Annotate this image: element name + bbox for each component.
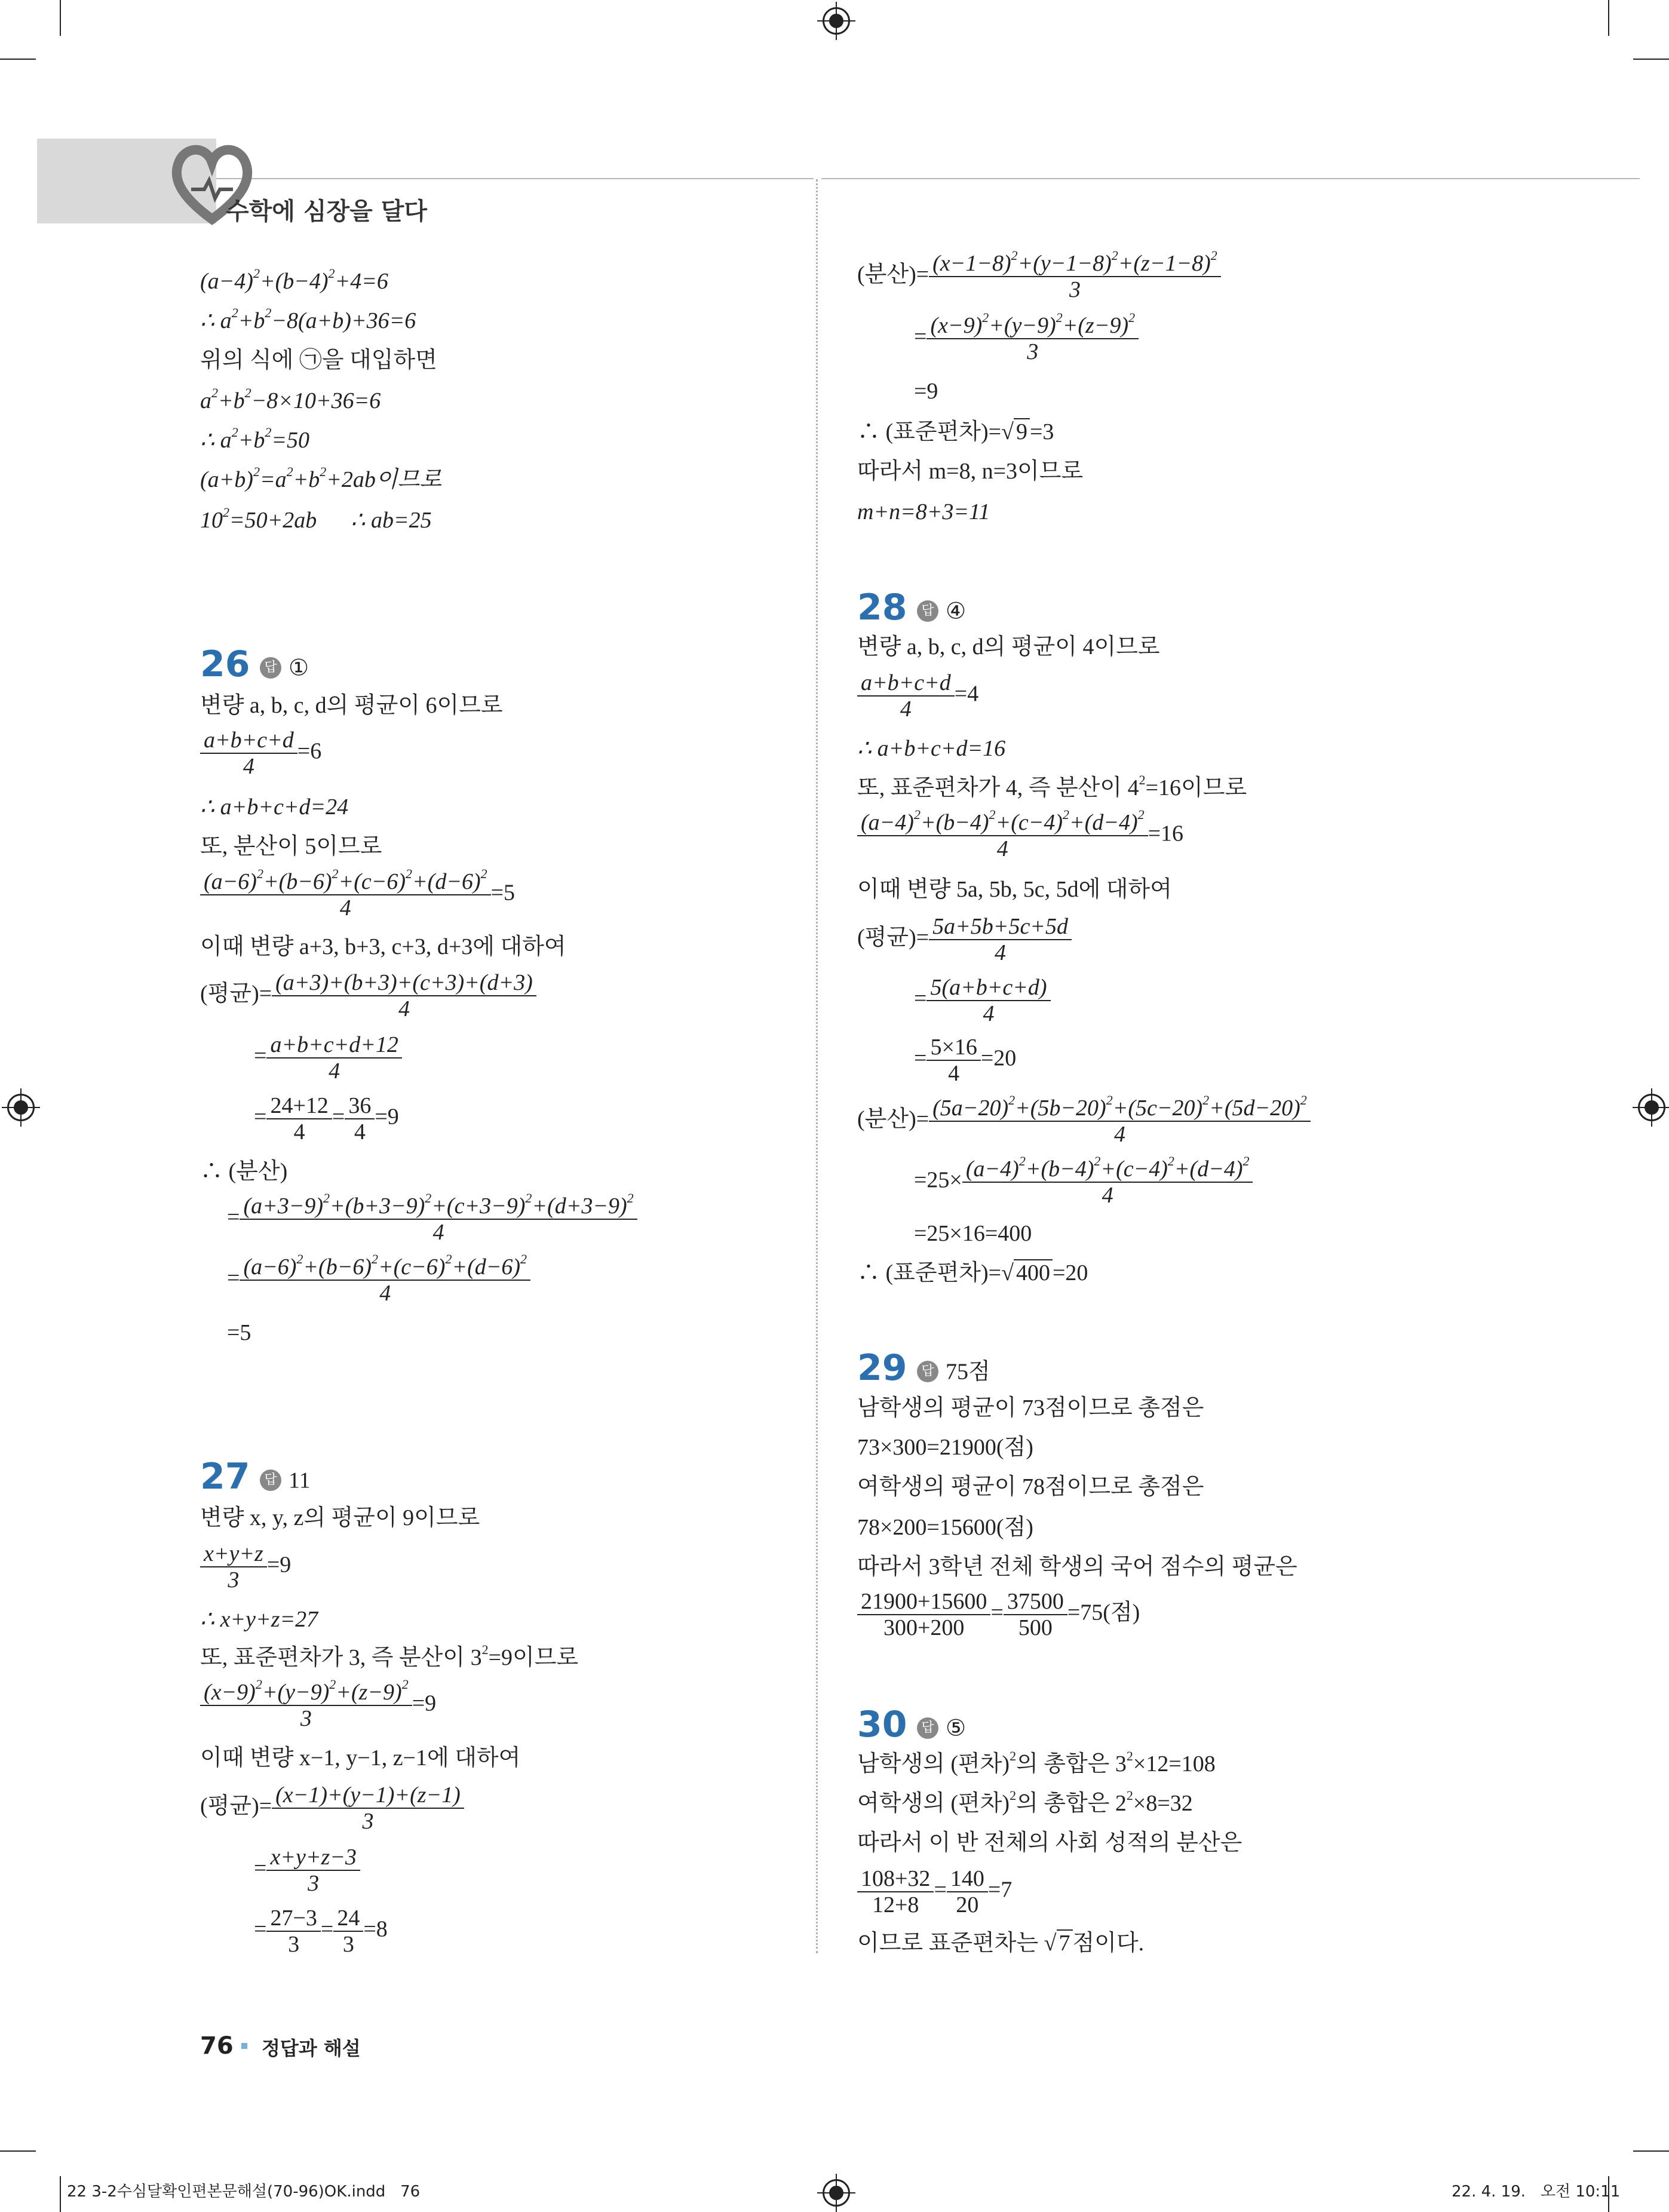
equation: =25× $\frac{(a-4)^2+(b-4)^2+(c-4)^2+(d-4)^2}{4}$ [914,1156,1253,1208]
fraction: $\frac{5\times 16}{4}$ [926,1035,980,1086]
solution-line: ∴ (표준편차)=√ 9 =3 [857,419,1054,444]
intro-line: ∴ $a^2+b^2=50$ [200,425,309,453]
intro-line: $(a-4)^2+(b-4)^2+4=6$ [200,266,388,294]
equation: $\frac{21900+15600}{300+200}$ = $\frac{37500}{500}$ =75(점) [857,1589,1140,1640]
equation: (분산)= $\frac{(5a-20)^2+(5b-20)^2+(5c-20)^2+(5d-20)^2}{4}$ [857,1096,1311,1147]
equation: $\frac{x+y+z}{3}$ =9 [200,1541,291,1593]
question-number: 26 [200,643,250,685]
header-rule [821,178,1640,179]
solution-line: 이므로 표준편차는 √ 7 점이다. [857,1931,1145,1956]
registration-mark-icon [7,1094,35,1121]
registration-mark-icon [1638,1094,1665,1121]
fraction: $\frac{a+b+c+d}{4}$ [200,728,297,779]
solution-line: 73×300=21900(점) [857,1435,1033,1460]
solution-line: 남학생의 평균이 73점이므로 총점은 [857,1395,1204,1421]
answer-text: ⑤ [946,1716,967,1741]
solution-line: m+n=8+3=11 [857,499,990,524]
intro-line: $10^2=50+2ab$ ∴ ab=25 [200,505,432,533]
solution-line: 또, 표준편차가 4, 즉 분산이 $4^2=16$이므로 [857,772,1247,800]
equation: = $\frac{5\times 16}{4}$ =20 [914,1035,1017,1086]
equation: = $\frac{5(a+b+c+d)}{4}$ [914,975,1051,1026]
fraction: $\frac{(a-6)^2+(b-6)^2+(c-6)^2+(d-6)^2}{4}$ [200,869,491,921]
solution-line: 변량 a, b, c, d의 평균이 6이므로 [200,693,503,718]
equation: = $\frac{24+12}{4}$ = $\frac{36}{4}$ =9 [254,1093,399,1145]
answer-text: ① [289,655,309,681]
equation: (평균)= $\frac{5a+5b+5c+5d}{4}$ [857,914,1072,965]
equation: = $\frac{(a-6)^2+(b-6)^2+(c-6)^2+(d-6)^2}{4}$ [227,1254,530,1306]
equation: = $\frac{a+b+c+d+12}{4}$ [254,1032,402,1084]
solution-line: 이때 변량 5a, 5b, 5c, 5d에 대하여 [857,877,1172,902]
fraction: $\frac{36}{4}$ [345,1093,375,1145]
fraction: $\frac{(a-6)^2+(b-6)^2+(c-6)^2+(d-6)^2}{4}$ [240,1254,530,1306]
fraction: $\frac{5a+5b+5c+5d}{4}$ [929,914,1072,965]
equation: $\frac{(a-4)^2+(b-4)^2+(c-4)^2+(d-4)^2}{4}$ =16 [857,810,1183,861]
solution-line: ∴ (표준편차)=√ 400 =20 [857,1260,1088,1286]
crop-mark [0,2150,36,2152]
intro-line: ∴ $a^2+b^2-8(a+b)+36=6$ [200,305,416,333]
solution-line: 또, 표준편차가 3, 즉 분산이 $3^2=9$이므로 [200,1642,579,1670]
fraction: $\frac{5(a+b+c+d)}{4}$ [926,975,1050,1026]
crop-mark [0,59,36,60]
intro-line: $a^2+b^2-8\times 10+36=6$ [200,385,381,413]
fraction: $\frac{21900+15600}{300+200}$ [857,1589,990,1640]
solution-line: 변량 x, y, z의 평균이 9이므로 [200,1505,480,1530]
crop-mark [1608,0,1609,36]
solution-line: 따라서 3학년 전체 학생의 국어 점수의 평균은 [857,1554,1297,1579]
fraction: $\frac{a+b+c+d}{4}$ [857,670,955,722]
fraction: $\frac{a+b+c+d+12}{4}$ [266,1032,401,1084]
question-number: 30 [857,1704,907,1745]
fraction: $\frac{(5a-20)^2+(5b-20)^2+(5c-20)^2+(5d-20)^2}{4}$ [929,1096,1311,1147]
header-rule [216,178,814,179]
fraction: $\frac{x+y+z}{3}$ [200,1541,267,1593]
solution-line: 78×200=15600(점) [857,1515,1033,1540]
solution-line: 또, 분산이 5이므로 [200,834,382,859]
registration-mark-icon [823,7,850,35]
solution-line: 여학생의 평균이 78점이므로 총점은 [857,1474,1204,1499]
fraction: $\frac{37500}{500}$ [1004,1589,1067,1640]
answer-text: 75점 [946,1359,990,1385]
crop-mark [60,0,61,36]
crop-mark [1633,2150,1669,2152]
fraction: $\frac{(x-1-8)^2+(y-1-8)^2+(z-1-8)^2}{3}$ [929,251,1221,302]
answer-line [248,652,309,682]
fraction: $\frac{(a-4)^2+(b-4)^2+(c-4)^2+(d-4)^2}{4}$ [962,1156,1253,1208]
equation: = $\frac{27-3}{3}$ = $\frac{24}{3}$ =8 [254,1906,388,1957]
equation: $\frac{a+b+c+d}{4}$ =6 [200,728,321,779]
solution-line: =5 [227,1320,251,1345]
answer-text: ④ [946,599,967,624]
timestamp: 22. 4. 19. 오전 10:11 [1452,2183,1621,2201]
solution-line: 여학생의 (편차)$^2$의 총합은 $2^2\times 8=32$ [857,1788,1193,1816]
equation: $\frac{108+32}{12+8}$ = $\frac{140}{20}$ =7 [857,1866,1012,1918]
intro-line: $(a+b)^2=a^2+b^2+2ab$이므로 [200,464,442,492]
answer-text: 11 [289,1468,311,1493]
equation: (평균)= $\frac{(a+3)+(b+3)+(c+3)+(d+3)}{4}$ [200,970,536,1021]
question-number: 27 [200,1456,250,1498]
fraction: $\frac{x+y+z-3}{3}$ [266,1845,360,1896]
solution-line: ∴ (분산) [200,1159,288,1184]
solution-line: 이때 변량 a+3, b+3, c+3, d+3에 대하여 [200,934,566,959]
fraction: $\frac{108+32}{12+8}$ [857,1866,934,1918]
fraction: $\frac{(x-1)+(y-1)+(z-1)}{3}$ [272,1783,464,1834]
solution-line: 남학생의 (편차)$^2$의 총합은 $3^2\times 12=108$ [857,1748,1216,1777]
equation: (평균)= $\frac{(x-1)+(y-1)+(z-1)}{3}$ [200,1783,464,1834]
question-number: 28 [857,587,907,628]
fraction: $\frac{(a+3)+(b+3)+(c+3)+(d+3)}{4}$ [272,970,536,1021]
solution-line: ∴ x+y+z=27 [200,1607,318,1632]
file-info: 22 3-2수심달확인편본문해설(70-96)OK.indd 76 [67,2183,421,2201]
solution-line: 이때 변량 x−1, y−1, z−1에 대하여 [200,1745,521,1771]
fraction: $\frac{24}{3}$ [333,1906,363,1957]
footer-bullet [241,2043,247,2049]
equation: $\frac{(a-6)^2+(b-6)^2+(c-6)^2+(d-6)^2}{4}$ =5 [200,869,515,921]
crop-mark [1633,59,1669,60]
registration-mark-icon [823,2179,850,2207]
fraction: $\frac{(x-9)^2+(y-9)^2+(z-9)^2}{3}$ [200,1680,412,1731]
answer-badge-icon: 답 [917,600,938,622]
fraction: $\frac{24+12}{4}$ [266,1093,332,1145]
page-number: 76 [200,2032,234,2060]
crop-mark [60,2176,61,2212]
answer-line [905,1713,966,1742]
fraction: $\frac{140}{20}$ [947,1866,988,1918]
answer-line [905,1356,990,1385]
solution-line: ∴ a+b+c+d=16 [857,736,1006,761]
header-logo-text: 수학에 심장을 달다 [226,198,427,225]
equation: (분산)= $\frac{(x-1-8)^2+(y-1-8)^2+(z-1-8)^2}{3}$ [857,251,1221,302]
fraction: $\frac{(x-9)^2+(y-9)^2+(z-9)^2}{3}$ [926,313,1139,364]
answer-badge-icon: 답 [917,1717,938,1739]
question-number: 29 [857,1347,907,1389]
answer-line [905,596,966,625]
answer-badge-icon: 답 [260,657,281,679]
equation: $\frac{a+b+c+d}{4}$ =4 [857,670,978,722]
equation: = $\frac{x+y+z-3}{3}$ [254,1845,360,1896]
solution-line: =25×16=400 [914,1221,1032,1246]
equation: = $\frac{(x-9)^2+(y-9)^2+(z-9)^2}{3}$ [914,313,1139,364]
intro-line: 위의 식에 ㉠을 대입하면 [200,348,437,373]
answer-line [248,1465,311,1494]
footer-section: 정답과 해설 [262,2037,361,2060]
solution-line: 따라서 m=8, n=3이므로 [857,459,1084,484]
fraction: $\frac{(a-4)^2+(b-4)^2+(c-4)^2+(d-4)^2}{4}$ [857,810,1148,861]
answer-badge-icon: 답 [260,1469,281,1491]
fraction: $\frac{(a+3-9)^2+(b+3-9)^2+(c+3-9)^2+(d+3-9)^2}{4}$ [240,1194,637,1245]
column-divider [816,179,818,1953]
solution-line: =9 [914,379,938,404]
solution-line: ∴ a+b+c+d=24 [200,794,349,820]
equation: = $\frac{(a+3-9)^2+(b+3-9)^2+(c+3-9)^2+(d+3-9)^2}{4}$ [227,1194,637,1245]
solution-line: 변량 a, b, c, d의 평균이 4이므로 [857,634,1160,659]
answer-badge-icon: 답 [917,1361,938,1382]
fraction: $\frac{27-3}{3}$ [266,1906,320,1957]
equation: $\frac{(x-9)^2+(y-9)^2+(z-9)^2}{3}$ =9 [200,1680,436,1731]
solution-line: 따라서 이 반 전체의 사회 성적의 분산은 [857,1830,1242,1855]
